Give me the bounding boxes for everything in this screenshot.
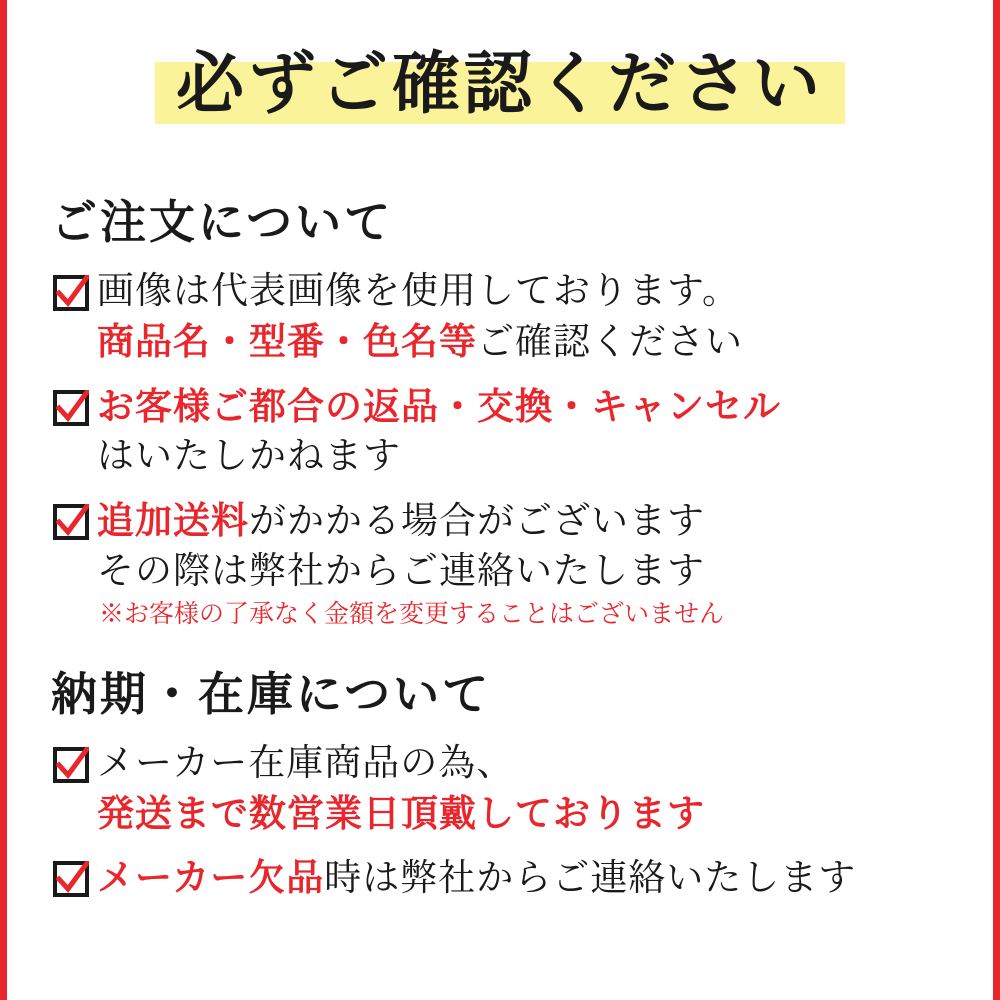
- list-item: [53, 266, 955, 367]
- list-item-line: お客様ご都合の返品・交換・キャンセル: [97, 384, 781, 428]
- checkbox-checked-icon: [53, 504, 89, 540]
- list-item: [53, 381, 955, 481]
- list-item-line: その際は弊社からご連絡いたします: [97, 549, 705, 592]
- line-segment-red: 追加送料: [97, 498, 249, 542]
- list-item-line: はいたしかねます: [97, 434, 401, 477]
- line-segment-black: 時は弊社からご連絡いたします: [324, 856, 857, 899]
- checkbox-checked-icon: [53, 275, 89, 311]
- list-item-line: [97, 495, 955, 546]
- list-item-line: [97, 316, 955, 367]
- list-item-line: 発送まで数営業日頂戴しております: [97, 791, 705, 835]
- section-heading-delivery: 納期・在庫について: [51, 667, 492, 721]
- line-segment-black: ご確認ください: [477, 320, 743, 363]
- list-item-line: メーカー在庫商品の為、: [97, 741, 515, 784]
- list-item: [53, 852, 955, 903]
- list-item-note: ※お客様の了承なく金額を変更することはございません: [99, 599, 725, 628]
- list-item: [53, 738, 955, 838]
- page-title: [45, 34, 955, 142]
- list-item: [53, 495, 955, 632]
- checkbox-checked-icon: [53, 747, 89, 783]
- section-heading-order: ご注文について: [51, 195, 394, 249]
- checkbox-checked-icon: [53, 861, 89, 897]
- line-segment-black: がかかる場合がございます: [249, 499, 705, 542]
- list-item-line: 画像は代表画像を使用しております。: [97, 269, 741, 312]
- page-title-text: 必ずご確認ください: [175, 44, 824, 124]
- line-segment-red: 商品名・型番・色名等: [97, 319, 477, 363]
- checkbox-checked-icon: [53, 390, 89, 426]
- list-item-line: [97, 852, 955, 903]
- line-segment-red: メーカー欠品: [97, 855, 325, 899]
